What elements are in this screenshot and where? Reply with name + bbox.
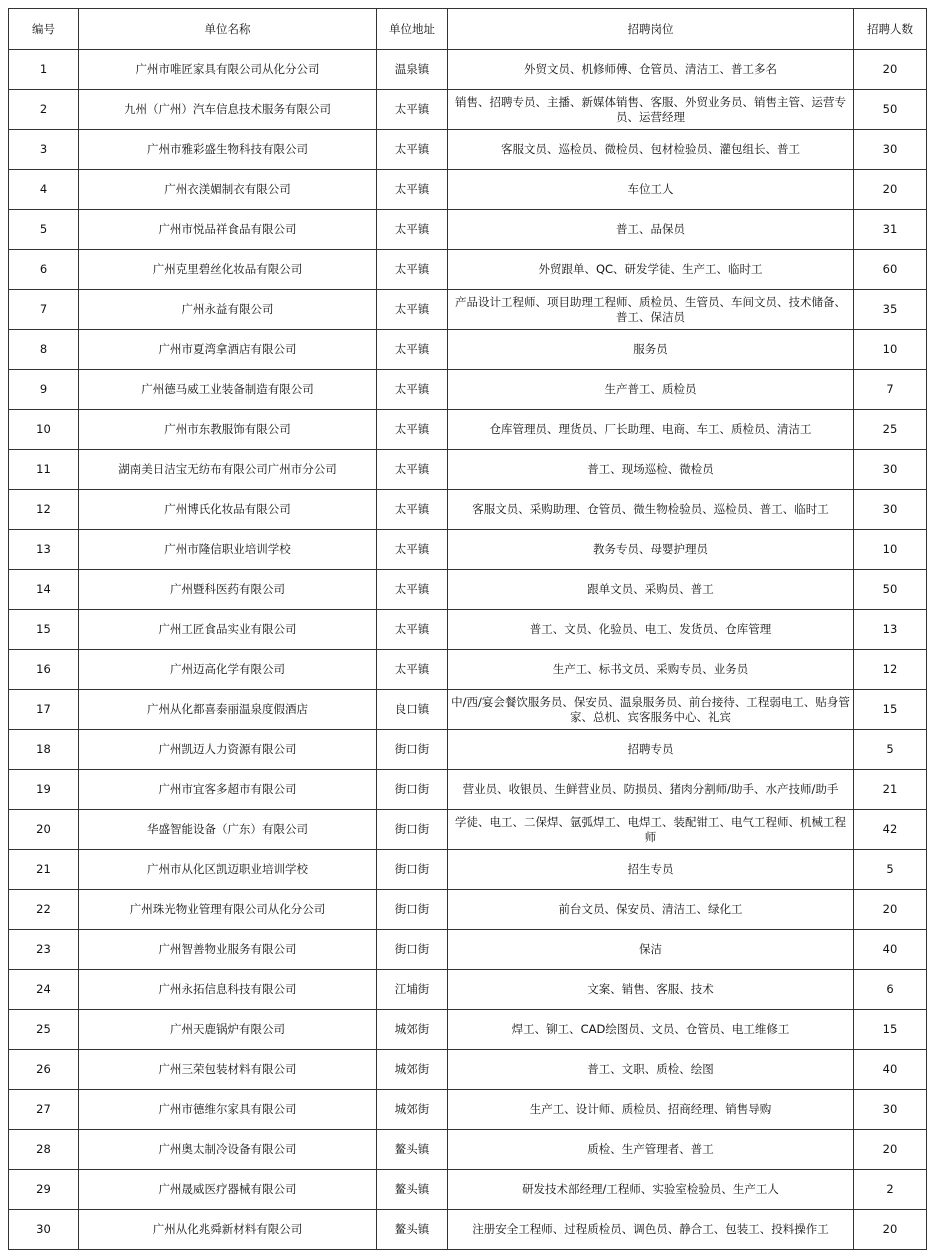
- cell-count: 30: [854, 130, 927, 170]
- cell-count: 42: [854, 810, 927, 850]
- table-row: [9, 170, 927, 210]
- table-row: [9, 810, 927, 850]
- table-row: [9, 530, 927, 570]
- cell-address: 太平镇: [377, 490, 448, 530]
- cell-count: 5: [854, 850, 927, 890]
- cell-positions: 生产工、标书文员、采购专员、业务员: [448, 650, 854, 690]
- cell-positions: 教务专员、母婴护理员: [448, 530, 854, 570]
- cell-company-name: 广州永益有限公司: [79, 290, 377, 330]
- cell-company-name: 广州迈高化学有限公司: [79, 650, 377, 690]
- cell-positions: 文案、销售、客服、技术: [448, 970, 854, 1010]
- cell-company-name: 广州珠光物业管理有限公司从化分公司: [79, 890, 377, 930]
- cell-address: 城郊街: [377, 1010, 448, 1050]
- cell-no: 29: [9, 1170, 79, 1210]
- cell-positions: 外贸跟单、QC、研发学徒、生产工、临时工: [448, 250, 854, 290]
- cell-address: 温泉镇: [377, 50, 448, 90]
- table-row: [9, 490, 927, 530]
- cell-company-name: 广州从化都喜泰丽温泉度假酒店: [79, 690, 377, 730]
- cell-positions: 普工、品保员: [448, 210, 854, 250]
- cell-count: 60: [854, 250, 927, 290]
- cell-company-name: 广州市雅彩盛生物科技有限公司: [79, 130, 377, 170]
- cell-no: 4: [9, 170, 79, 210]
- cell-no: 11: [9, 450, 79, 490]
- cell-address: 太平镇: [377, 610, 448, 650]
- cell-positions: 销售、招聘专员、主播、新媒体销售、客服、外贸业务员、销售主管、运营专员、运营经理: [448, 90, 854, 130]
- cell-count: 15: [854, 690, 927, 730]
- table-row: [9, 650, 927, 690]
- cell-company-name: 广州市东教服饰有限公司: [79, 410, 377, 450]
- cell-address: 街口街: [377, 930, 448, 970]
- header-address: 单位地址: [377, 9, 448, 50]
- cell-positions: 产品设计工程师、项目助理工程师、质检员、生管员、车间文员、技术储备、普工、保洁员: [448, 290, 854, 330]
- cell-positions: 研发技术部经理/工程师、实验室检验员、生产工人: [448, 1170, 854, 1210]
- cell-no: 24: [9, 970, 79, 1010]
- cell-address: 太平镇: [377, 90, 448, 130]
- cell-company-name: 广州凯迈人力资源有限公司: [79, 730, 377, 770]
- table-row: [9, 450, 927, 490]
- cell-positions: 车位工人: [448, 170, 854, 210]
- cell-no: 20: [9, 810, 79, 850]
- cell-no: 1: [9, 50, 79, 90]
- header-company-name: 单位名称: [79, 9, 377, 50]
- cell-company-name: 广州市夏湾拿酒店有限公司: [79, 330, 377, 370]
- cell-address: 太平镇: [377, 330, 448, 370]
- cell-count: 12: [854, 650, 927, 690]
- cell-positions: 服务员: [448, 330, 854, 370]
- cell-no: 25: [9, 1010, 79, 1050]
- cell-company-name: 广州暨科医药有限公司: [79, 570, 377, 610]
- cell-address: 街口街: [377, 890, 448, 930]
- cell-count: 20: [854, 1130, 927, 1170]
- cell-no: 12: [9, 490, 79, 530]
- cell-no: 10: [9, 410, 79, 450]
- cell-address: 江埔街: [377, 970, 448, 1010]
- cell-no: 21: [9, 850, 79, 890]
- cell-company-name: 广州衣渼媚制衣有限公司: [79, 170, 377, 210]
- table-row: [9, 730, 927, 770]
- cell-count: 20: [854, 890, 927, 930]
- cell-no: 15: [9, 610, 79, 650]
- table-row: [9, 1130, 927, 1170]
- cell-address: 太平镇: [377, 450, 448, 490]
- cell-company-name: 广州永拓信息科技有限公司: [79, 970, 377, 1010]
- cell-company-name: 广州市隆信职业培训学校: [79, 530, 377, 570]
- cell-positions: 保洁: [448, 930, 854, 970]
- table-row: [9, 1170, 927, 1210]
- cell-no: 7: [9, 290, 79, 330]
- cell-no: 28: [9, 1130, 79, 1170]
- cell-address: 太平镇: [377, 370, 448, 410]
- cell-no: 27: [9, 1090, 79, 1130]
- cell-count: 30: [854, 1090, 927, 1130]
- table-row: [9, 90, 927, 130]
- table-row: [9, 690, 927, 730]
- cell-company-name: 广州德马威工业装备制造有限公司: [79, 370, 377, 410]
- cell-address: 鳌头镇: [377, 1210, 448, 1250]
- table-row: [9, 250, 927, 290]
- cell-no: 16: [9, 650, 79, 690]
- table-row: [9, 1210, 927, 1250]
- cell-address: 太平镇: [377, 650, 448, 690]
- recruitment-table: [8, 8, 927, 1250]
- cell-positions: 普工、现场巡检、微检员: [448, 450, 854, 490]
- cell-company-name: 广州市宜客多超市有限公司: [79, 770, 377, 810]
- cell-positions: 焊工、铆工、CAD绘图员、文员、仓管员、电工维修工: [448, 1010, 854, 1050]
- cell-address: 太平镇: [377, 210, 448, 250]
- cell-count: 10: [854, 530, 927, 570]
- cell-count: 5: [854, 730, 927, 770]
- cell-count: 21: [854, 770, 927, 810]
- cell-no: 5: [9, 210, 79, 250]
- table-row: [9, 370, 927, 410]
- cell-company-name: 广州三荣包装材料有限公司: [79, 1050, 377, 1090]
- cell-no: 6: [9, 250, 79, 290]
- cell-no: 8: [9, 330, 79, 370]
- cell-count: 31: [854, 210, 927, 250]
- cell-positions: 外贸文员、机修师傅、仓管员、清洁工、普工多名: [448, 50, 854, 90]
- cell-count: 25: [854, 410, 927, 450]
- cell-company-name: 广州奥太制冷设备有限公司: [79, 1130, 377, 1170]
- cell-positions: 客服文员、巡检员、微检员、包材检验员、灌包组长、普工: [448, 130, 854, 170]
- cell-company-name: 华盛智能设备（广东）有限公司: [79, 810, 377, 850]
- header-count: 招聘人数: [854, 9, 927, 50]
- cell-company-name: 广州工匠食品实业有限公司: [79, 610, 377, 650]
- table-row: [9, 290, 927, 330]
- cell-positions: 质检、生产管理者、普工: [448, 1130, 854, 1170]
- cell-count: 13: [854, 610, 927, 650]
- cell-count: 50: [854, 90, 927, 130]
- table-row: [9, 130, 927, 170]
- cell-count: 10: [854, 330, 927, 370]
- cell-company-name: 广州克里碧丝化妆品有限公司: [79, 250, 377, 290]
- header-row: [9, 9, 927, 50]
- cell-positions: 生产工、设计师、质检员、招商经理、销售导购: [448, 1090, 854, 1130]
- cell-positions: 仓库管理员、理货员、厂长助理、电商、车工、质检员、清洁工: [448, 410, 854, 450]
- cell-positions: 招生专员: [448, 850, 854, 890]
- cell-count: 30: [854, 490, 927, 530]
- cell-count: 50: [854, 570, 927, 610]
- table-body: [9, 50, 927, 1250]
- cell-no: 19: [9, 770, 79, 810]
- cell-address: 太平镇: [377, 250, 448, 290]
- cell-no: 18: [9, 730, 79, 770]
- cell-positions: 招聘专员: [448, 730, 854, 770]
- cell-count: 20: [854, 50, 927, 90]
- cell-company-name: 广州市悦品祥食品有限公司: [79, 210, 377, 250]
- cell-count: 2: [854, 1170, 927, 1210]
- cell-company-name: 广州市德维尔家具有限公司: [79, 1090, 377, 1130]
- cell-count: 15: [854, 1010, 927, 1050]
- table-row: [9, 1050, 927, 1090]
- cell-count: 40: [854, 1050, 927, 1090]
- cell-company-name: 广州市从化区凯迈职业培训学校: [79, 850, 377, 890]
- cell-address: 太平镇: [377, 130, 448, 170]
- cell-positions: 注册安全工程师、过程质检员、调色员、静合工、包装工、投料操作工: [448, 1210, 854, 1250]
- cell-address: 太平镇: [377, 530, 448, 570]
- cell-no: 23: [9, 930, 79, 970]
- cell-positions: 客服文员、采购助理、仓管员、微生物检验员、巡检员、普工、临时工: [448, 490, 854, 530]
- cell-no: 30: [9, 1210, 79, 1250]
- cell-address: 鳌头镇: [377, 1130, 448, 1170]
- cell-company-name: 广州天鹿锅炉有限公司: [79, 1010, 377, 1050]
- cell-no: 13: [9, 530, 79, 570]
- cell-count: 20: [854, 1210, 927, 1250]
- cell-company-name: 湖南美日洁宝无纺布有限公司广州市分公司: [79, 450, 377, 490]
- cell-company-name: 广州博氏化妆品有限公司: [79, 490, 377, 530]
- cell-positions: 中/西/宴会餐饮服务员、保安员、温泉服务员、前台接待、工程弱电工、贴身管家、总机、宾客服务中心、礼宾: [448, 690, 854, 730]
- table-row: [9, 1010, 927, 1050]
- cell-address: 街口街: [377, 770, 448, 810]
- cell-positions: 前台文员、保安员、清洁工、绿化工: [448, 890, 854, 930]
- cell-count: 30: [854, 450, 927, 490]
- cell-positions: 学徒、电工、二保焊、氩弧焊工、电焊工、装配钳工、电气工程师、机械工程师: [448, 810, 854, 850]
- cell-address: 太平镇: [377, 570, 448, 610]
- cell-no: 2: [9, 90, 79, 130]
- table-row: [9, 970, 927, 1010]
- cell-count: 20: [854, 170, 927, 210]
- cell-count: 40: [854, 930, 927, 970]
- table-row: [9, 850, 927, 890]
- cell-positions: 普工、文员、化验员、电工、发货员、仓库管理: [448, 610, 854, 650]
- cell-company-name: 广州晟威医疗器械有限公司: [79, 1170, 377, 1210]
- table-row: [9, 410, 927, 450]
- table-row: [9, 330, 927, 370]
- header-positions: 招聘岗位: [448, 9, 854, 50]
- cell-positions: 营业员、收银员、生鲜营业员、防损员、猪肉分割师/助手、水产技师/助手: [448, 770, 854, 810]
- cell-positions: 跟单文员、采购员、普工: [448, 570, 854, 610]
- cell-company-name: 广州从化兆舜新材料有限公司: [79, 1210, 377, 1250]
- table-row: [9, 890, 927, 930]
- cell-address: 太平镇: [377, 410, 448, 450]
- table-row: [9, 930, 927, 970]
- cell-address: 城郊街: [377, 1050, 448, 1090]
- table-row: [9, 770, 927, 810]
- cell-address: 良口镇: [377, 690, 448, 730]
- cell-address: 太平镇: [377, 290, 448, 330]
- cell-positions: 生产普工、质检员: [448, 370, 854, 410]
- cell-no: 26: [9, 1050, 79, 1090]
- cell-count: 7: [854, 370, 927, 410]
- cell-positions: 普工、文职、质检、绘图: [448, 1050, 854, 1090]
- cell-no: 17: [9, 690, 79, 730]
- table-header: [9, 9, 927, 50]
- table-row: [9, 50, 927, 90]
- cell-address: 太平镇: [377, 170, 448, 210]
- cell-company-name: 广州智善物业服务有限公司: [79, 930, 377, 970]
- cell-count: 6: [854, 970, 927, 1010]
- cell-company-name: 九州（广州）汽车信息技术服务有限公司: [79, 90, 377, 130]
- cell-company-name: 广州市唯匠家具有限公司从化分公司: [79, 50, 377, 90]
- cell-no: 22: [9, 890, 79, 930]
- table-row: [9, 610, 927, 650]
- header-no: 编号: [9, 9, 79, 50]
- table-row: [9, 1090, 927, 1130]
- cell-address: 街口街: [377, 850, 448, 890]
- cell-address: 城郊街: [377, 1090, 448, 1130]
- cell-address: 街口街: [377, 730, 448, 770]
- table-row: [9, 570, 927, 610]
- cell-address: 街口街: [377, 810, 448, 850]
- cell-no: 9: [9, 370, 79, 410]
- cell-no: 3: [9, 130, 79, 170]
- cell-no: 14: [9, 570, 79, 610]
- cell-address: 鳌头镇: [377, 1170, 448, 1210]
- table-row: [9, 210, 927, 250]
- cell-count: 35: [854, 290, 927, 330]
